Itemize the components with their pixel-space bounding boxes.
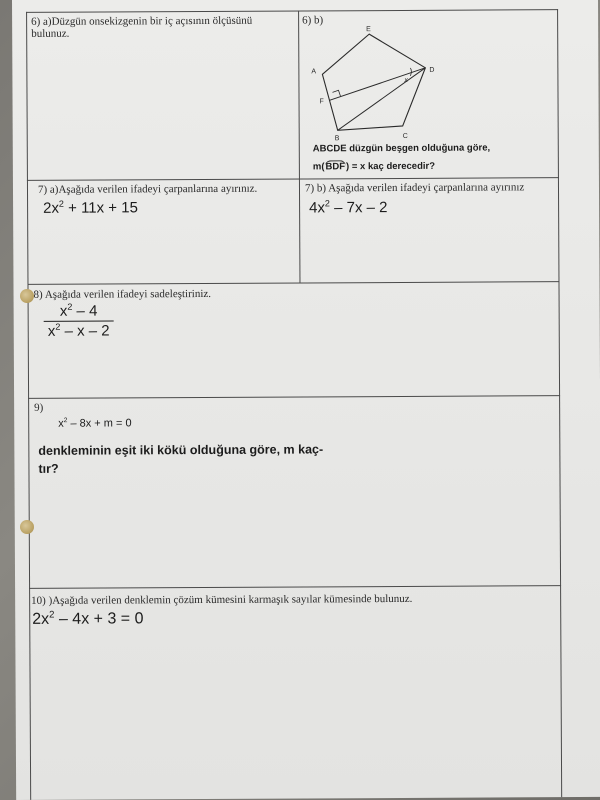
q9-eq-b: – 8x + m = 0 [67, 417, 132, 430]
q7a-label: 7) a)Aşağıda verilen ifadeyi çarpanlarına ayırınız. [37, 182, 258, 196]
q6b-text-1: ABCDE düzgün beşgen olduğuna göre, [312, 142, 491, 155]
q8-label: 8) Aşağıda verilen ifadeyi sadeleştiriniz. [33, 287, 212, 301]
angle-x: x [404, 76, 408, 84]
q9-text-2: tır? [38, 461, 59, 476]
q8-den-b: – x – 2 [60, 322, 110, 340]
diagonal-bd [337, 68, 425, 130]
q6b-arc: BDF [325, 161, 346, 173]
q8-denominator [44, 322, 114, 339]
divider-9 [29, 585, 561, 589]
pentagon-figure [302, 24, 453, 145]
q6b-text-2 [313, 161, 435, 174]
border-top [26, 9, 558, 13]
angle-arc [410, 68, 411, 76]
q9-equation [58, 417, 131, 429]
q8-num-exp: 2 [67, 301, 73, 312]
q6b-text-2-suffix: ) = x kaç derecedir? [346, 160, 436, 173]
right-angle-mark [332, 90, 340, 96]
q8-num-a: x [59, 302, 68, 320]
q10-label: 10) )Aşağıda verilen denklemin çözüm kümesini karmaşık sayılar kümesinde bulunuz. [31, 592, 413, 607]
q9-eq-a: x [58, 417, 64, 430]
q9-label: 9) [34, 401, 44, 414]
q7b-expr-exp: 2 [324, 198, 330, 209]
point-a: A [311, 68, 317, 76]
q7b-expr-a: 4x [309, 199, 325, 217]
q8-den-exp: 2 [55, 321, 61, 332]
q6b-label: 6) b) [302, 14, 324, 27]
pentagon-shape [319, 34, 426, 131]
q8-numerator [44, 302, 114, 319]
point-f: F [319, 98, 324, 106]
point-d: D [429, 66, 435, 74]
q8-den-a: x [47, 322, 56, 340]
q9-eq-exp: 2 [63, 417, 68, 425]
q7b-label: 7) b) Aşağıda verilen ifadeyi çarpanlarına ayırınız [304, 181, 525, 195]
divider-7 [27, 281, 559, 285]
q6a-label: 6) a)Düzgün onsekizgenin bir iç açısının ölçüsünü bulunuz. [31, 14, 253, 40]
exam-sheet [12, 0, 600, 800]
divider-6 [27, 177, 559, 181]
point-e: E [366, 26, 371, 34]
border-right [557, 9, 562, 797]
q7a-expr-b: + 11x + 15 [63, 199, 138, 217]
q8-fraction [44, 302, 114, 339]
q7b-expr-b: – 7x – 2 [329, 199, 388, 217]
punch-hole-top [20, 289, 34, 303]
q10-equation [32, 610, 143, 629]
q7b-expression [309, 199, 387, 216]
q10-eq-b: – 4x + 3 = 0 [54, 610, 144, 628]
q7a-expr-exp: 2 [58, 198, 64, 209]
border-left [26, 12, 31, 800]
point-b: B [334, 135, 340, 143]
q7a-expression [43, 199, 138, 216]
q6b-text-2-prefix: m( [312, 161, 325, 173]
q10-eq-exp: 2 [49, 609, 55, 621]
q10-eq-a: 2x [32, 610, 50, 628]
q9-text-1: denkleminin eşit iki kökü olduğuna göre, m kaç- [38, 442, 324, 458]
point-c: C [402, 132, 408, 140]
column-divider [298, 10, 300, 282]
divider-8 [28, 395, 560, 399]
q8-num-b: – 4 [72, 302, 98, 320]
punch-hole-middle [20, 520, 34, 534]
q7a-expr-a: 2x [43, 199, 59, 217]
